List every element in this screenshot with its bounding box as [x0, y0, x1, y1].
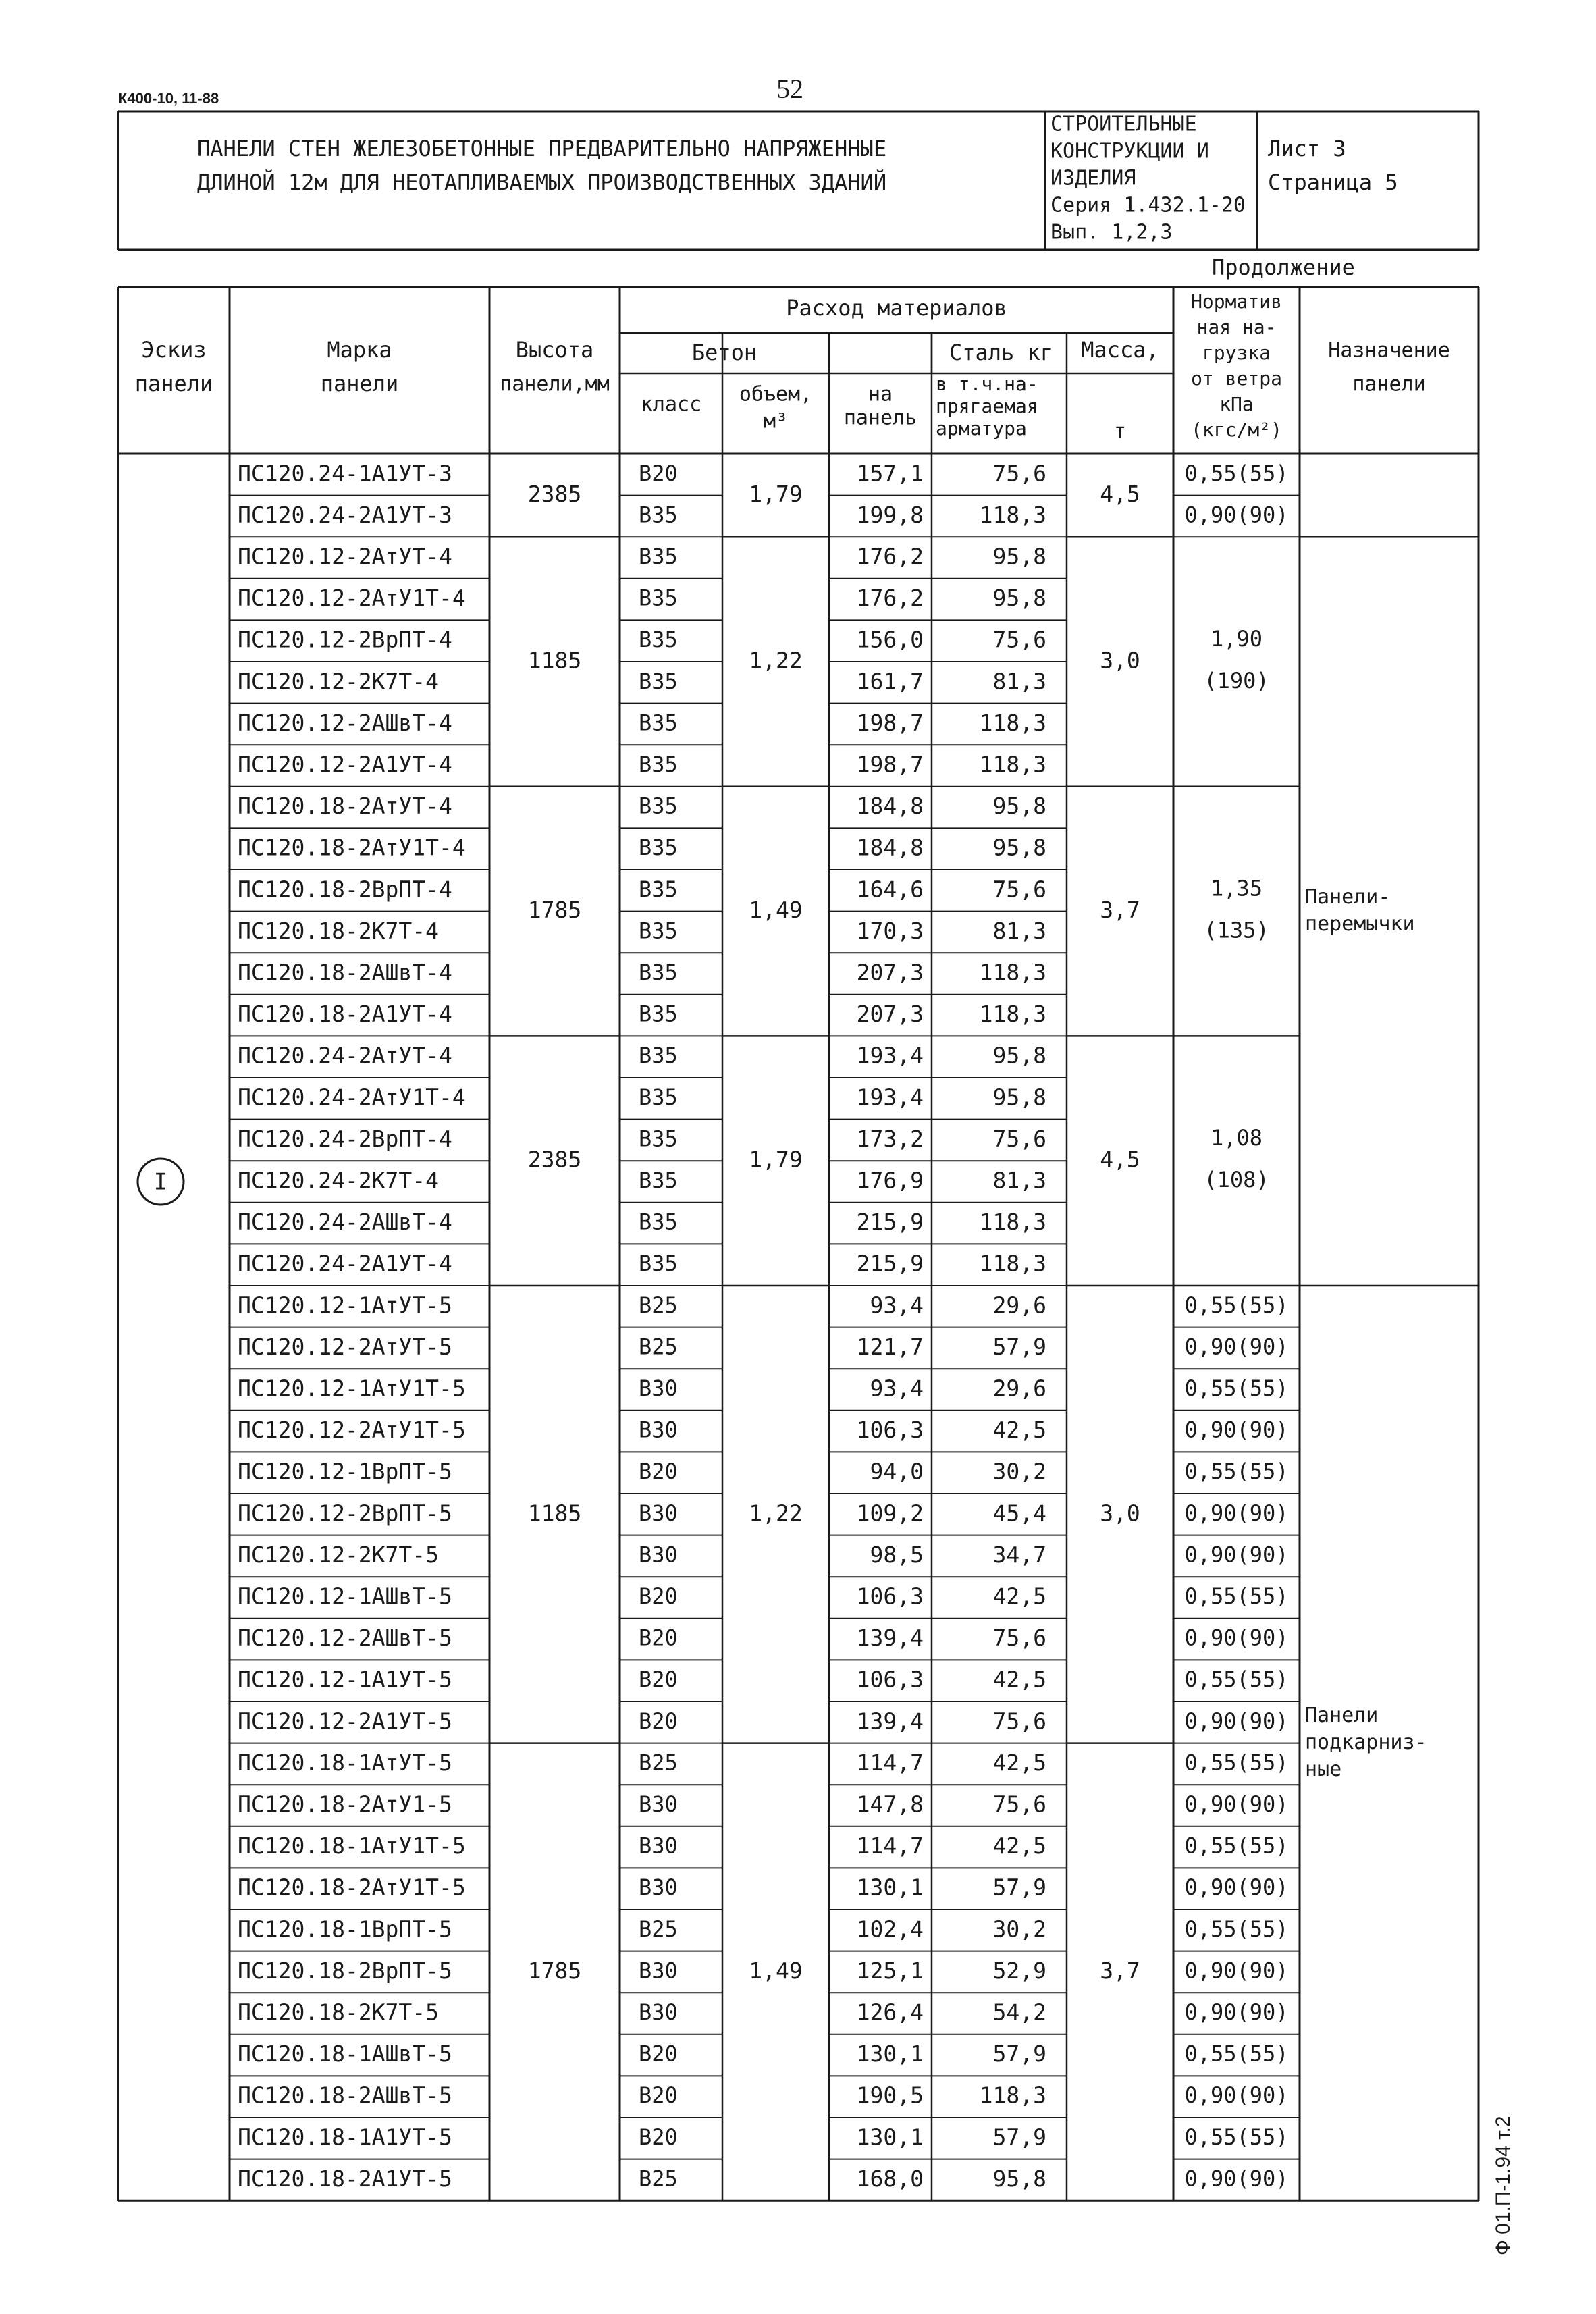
prestressed-steel: 95,8 — [992, 793, 1046, 820]
steel-per-panel: 161,7 — [856, 668, 924, 695]
wind-load: 1,90 — [1210, 626, 1263, 652]
concrete-class: В35 — [639, 1167, 678, 1193]
prestressed-steel: 75,6 — [992, 626, 1046, 653]
panel-height: 2385 — [527, 481, 582, 508]
header-mass: Масса, — [1081, 337, 1159, 363]
concrete-class: В35 — [639, 918, 678, 944]
steel-per-panel: 164,6 — [856, 876, 924, 903]
concrete-class: В30 — [639, 1542, 678, 1568]
steel-per-panel: 170,3 — [856, 917, 924, 944]
prestressed-steel: 52,9 — [992, 1957, 1046, 1984]
prestressed-steel: 118,3 — [979, 501, 1046, 528]
prestressed-steel: 75,6 — [992, 1791, 1046, 1818]
panel-mark: ПС120.24-2АтУ1Т-4 — [238, 1084, 466, 1111]
header-load: ная на- — [1196, 316, 1277, 338]
concrete-class: В35 — [639, 1001, 678, 1027]
concrete-class: В25 — [639, 1750, 678, 1776]
prestressed-steel: 95,8 — [992, 2165, 1046, 2192]
panel-mark: ПС120.12-2АтУ1Т-4 — [238, 585, 466, 612]
prestressed-steel: 57,9 — [992, 2124, 1046, 2151]
steel-per-panel: 114,7 — [856, 1833, 924, 1860]
prestressed-steel: 57,9 — [992, 1874, 1046, 1901]
concrete-class: В30 — [639, 1791, 678, 1817]
concrete-class: В20 — [639, 1708, 678, 1734]
panel-purpose: ные — [1305, 1758, 1342, 1782]
steel-per-panel: 193,4 — [856, 1042, 924, 1069]
panel-mark: ПС120.12-1АтУ1Т-5 — [238, 1375, 466, 1402]
header-steel: Сталь кг — [949, 340, 1054, 365]
concrete-volume: 1,22 — [749, 1500, 803, 1527]
panel-mass: 4,5 — [1100, 481, 1140, 508]
steel-per-panel: 156,0 — [856, 626, 924, 653]
panel-mark: ПС120.12-1А1УТ-5 — [238, 1666, 452, 1693]
panel-mark: ПС120.12-2АШвТ-5 — [238, 1625, 452, 1652]
header-volume: м³ — [763, 409, 789, 433]
steel-per-panel: 207,3 — [856, 959, 924, 986]
prestressed-steel: 42,5 — [992, 1749, 1046, 1776]
steel-per-panel: 157,1 — [856, 460, 924, 487]
prestressed-steel: 75,6 — [992, 876, 1046, 903]
panel-mark: ПС120.18-2ВрПТ-4 — [238, 876, 452, 903]
panel-mark: ПС120.18-1АтУТ-5 — [238, 1749, 452, 1776]
concrete-class: В35 — [639, 876, 678, 902]
header-load: Норматив — [1191, 290, 1282, 313]
panel-mark: ПС120.12-2А1УТ-5 — [238, 1708, 452, 1735]
panel-mark: ПС120.12-2АтУТ-5 — [238, 1333, 452, 1360]
concrete-class: В25 — [639, 1916, 678, 1942]
panel-mark: ПС120.12-2К7Т-5 — [238, 1541, 440, 1568]
panel-mark: ПС120.18-2АШвТ-5 — [238, 2082, 452, 2109]
concrete-class: В35 — [639, 1126, 678, 1152]
steel-per-panel: 126,4 — [856, 1999, 924, 2026]
wind-load: 0,90(90) — [1184, 1708, 1289, 1734]
wind-load: 0,90(90) — [1184, 1542, 1289, 1568]
panel-mark: ПС120.18-2А1УТ-4 — [238, 1001, 452, 1028]
concrete-volume: 1,79 — [749, 1146, 803, 1173]
steel-per-panel: 176,9 — [856, 1167, 924, 1194]
continuation-label: Продолжение — [1212, 255, 1355, 280]
header-prestressed: арматура — [936, 417, 1027, 440]
prestressed-steel: 45,4 — [992, 1500, 1046, 1527]
header-per-panel: на — [868, 382, 893, 406]
panel-mark: ПС120.24-2А1УТ-3 — [238, 501, 452, 528]
steel-per-panel: 184,8 — [856, 793, 924, 820]
concrete-class: В35 — [639, 959, 678, 985]
concrete-class: В20 — [639, 1458, 678, 1485]
series-line: Вып. 1,2,3 — [1050, 220, 1173, 244]
concrete-class: В35 — [639, 835, 678, 861]
panel-mark: ПС120.18-2АтУ1Т-5 — [238, 1874, 466, 1901]
header-purpose: панели — [1352, 372, 1426, 396]
wind-load: 0,55(55) — [1184, 2124, 1289, 2150]
steel-per-panel: 93,4 — [870, 1292, 924, 1319]
prestressed-steel: 42,5 — [992, 1583, 1046, 1610]
series-line: КОНСТРУКЦИИ И — [1050, 139, 1209, 163]
steel-per-panel: 114,7 — [856, 1749, 924, 1776]
concrete-class: В35 — [639, 1084, 678, 1110]
steel-per-panel: 193,4 — [856, 1084, 924, 1111]
steel-per-panel: 94,0 — [870, 1458, 924, 1485]
steel-per-panel: 215,9 — [856, 1209, 924, 1236]
panel-mark: ПС120.12-2ВрПТ-4 — [238, 626, 452, 653]
panel-mark: ПС120.24-2АШвТ-4 — [238, 1209, 452, 1236]
steel-per-panel: 130,1 — [856, 2041, 924, 2068]
wind-load: 0,90(90) — [1184, 2165, 1289, 2192]
panel-mass: 3,0 — [1100, 1500, 1140, 1527]
steel-per-panel: 93,4 — [870, 1375, 924, 1402]
prestressed-steel: 75,6 — [992, 460, 1046, 487]
steel-per-panel: 102,4 — [856, 1916, 924, 1943]
concrete-volume: 1,49 — [749, 1957, 803, 1984]
steel-per-panel: 215,9 — [856, 1250, 924, 1277]
wind-load: 0,55(55) — [1184, 1375, 1289, 1401]
prestressed-steel: 118,3 — [979, 751, 1046, 778]
header-height: Высота — [515, 337, 594, 363]
panel-mark: ПС120.18-1АтУ1Т-5 — [238, 1833, 466, 1860]
wind-load: 0,90(90) — [1184, 1500, 1289, 1526]
concrete-class: В30 — [639, 1999, 678, 2025]
title-line: ПАНЕЛИ СТЕН ЖЕЛЕЗОБЕТОННЫЕ ПРЕДВАРИТЕЛЬНО НАПРЯЖЕННЫЕ — [197, 136, 887, 161]
wind-load: 0,55(55) — [1184, 460, 1289, 486]
panel-purpose: Панели- — [1305, 885, 1391, 910]
panel-mark: ПС120.24-1А1УТ-3 — [238, 460, 452, 487]
prestressed-steel: 42,5 — [992, 1666, 1046, 1693]
steel-per-panel: 121,7 — [856, 1333, 924, 1360]
header-class: класс — [640, 392, 702, 417]
prestressed-steel: 95,8 — [992, 1042, 1046, 1069]
concrete-class: В20 — [639, 2041, 678, 2067]
wind-load: 0,90(90) — [1184, 1999, 1289, 2025]
header-purpose: Назначение — [1328, 338, 1450, 363]
panel-mark: ПС120.24-2АтУТ-4 — [238, 1042, 452, 1069]
concrete-class: В35 — [639, 793, 678, 819]
panel-mass: 3,7 — [1100, 1957, 1140, 1984]
header-concrete: Бетон — [691, 340, 757, 365]
steel-per-panel: 125,1 — [856, 1957, 924, 1984]
title-line: ДЛИНОЙ 12м ДЛЯ НЕОТАПЛИВАЕМЫХ ПРОИЗВОДСТВЕННЫХ ЗДАНИЙ — [197, 169, 887, 195]
prestressed-steel: 118,3 — [979, 1001, 1046, 1028]
concrete-class: В30 — [639, 1957, 678, 1984]
wind-load: 0,90(90) — [1184, 1417, 1289, 1443]
header-materials: Расход материалов — [786, 295, 1007, 321]
steel-per-panel: 98,5 — [870, 1541, 924, 1568]
concrete-class: В20 — [639, 460, 678, 486]
panel-mark: ПС120.18-1А1УТ-5 — [238, 2124, 452, 2151]
header-load: от ветра — [1191, 367, 1282, 390]
wind-load: 0,55(55) — [1184, 1666, 1289, 1693]
steel-per-panel: 106,3 — [856, 1583, 924, 1610]
wind-load: 0,90(90) — [1184, 1957, 1289, 1984]
prestressed-steel: 118,3 — [979, 709, 1046, 736]
wind-load: (135) — [1204, 917, 1269, 943]
header-prestressed: в т.ч.на- — [936, 373, 1038, 395]
wind-load: 0,55(55) — [1184, 1583, 1289, 1609]
header-volume: объем, — [739, 382, 813, 406]
wind-load: 0,55(55) — [1184, 1292, 1289, 1318]
wind-load: 0,90(90) — [1184, 1625, 1289, 1651]
concrete-class: В25 — [639, 1334, 678, 1360]
steel-per-panel: 198,7 — [856, 709, 924, 736]
panel-mark: ПС120.12-1ВрПТ-5 — [238, 1458, 452, 1485]
concrete-class: В35 — [639, 1251, 678, 1277]
wind-load: 0,90(90) — [1184, 1874, 1289, 1901]
concrete-class: В35 — [639, 544, 678, 569]
concrete-class: В35 — [639, 585, 678, 611]
panel-mark: ПС120.12-2ВрПТ-5 — [238, 1500, 452, 1527]
prestressed-steel: 30,2 — [992, 1458, 1046, 1485]
concrete-class: В35 — [639, 502, 678, 528]
wind-load: 0,55(55) — [1184, 1750, 1289, 1776]
series-line: СТРОИТЕЛЬНЫЕ — [1050, 112, 1197, 136]
steel-per-panel: 198,7 — [856, 751, 924, 778]
concrete-class: В35 — [639, 627, 678, 653]
concrete-class: В30 — [639, 1375, 678, 1401]
panel-mark: ПС120.18-2А1УТ-5 — [238, 2165, 452, 2192]
document-code: К400-10, 11-88 — [118, 90, 219, 107]
prestressed-steel: 42,5 — [992, 1833, 1046, 1860]
panel-purpose: Панели — [1305, 1704, 1379, 1728]
steel-per-panel: 184,8 — [856, 834, 924, 861]
concrete-volume: 1,79 — [749, 481, 803, 508]
page-label: Страница 5 — [1268, 169, 1398, 195]
header-load: кПа — [1219, 393, 1254, 415]
panel-mass: 3,0 — [1100, 647, 1140, 674]
panel-mark: ПС120.12-2АтУТ-4 — [238, 543, 452, 570]
wind-load: 0,55(55) — [1184, 2041, 1289, 2067]
header-mass: т — [1113, 419, 1127, 444]
wind-load: 0,90(90) — [1184, 2082, 1289, 2109]
steel-per-panel: 109,2 — [856, 1500, 924, 1527]
series-line: Серия 1.432.1-20 — [1050, 193, 1246, 217]
page-number: 52 — [776, 74, 803, 104]
steel-per-panel: 168,0 — [856, 2165, 924, 2192]
panel-mark: ПС120.18-1АШвТ-5 — [238, 2041, 452, 2068]
header-height: панели,мм — [500, 372, 610, 396]
panel-mark: ПС120.18-2К7Т-5 — [238, 1999, 440, 2026]
prestressed-steel: 95,8 — [992, 1084, 1046, 1111]
panel-mass: 4,5 — [1100, 1146, 1140, 1173]
wind-load: 0,55(55) — [1184, 1916, 1289, 1942]
steel-per-panel: 130,1 — [856, 2124, 924, 2151]
sketch-label: I — [153, 1168, 168, 1196]
panel-height: 1785 — [527, 1957, 582, 1984]
header-prestressed: прягаемая — [936, 395, 1038, 417]
panel-mark: ПС120.12-2АтУ1Т-5 — [238, 1417, 466, 1444]
wind-load: 0,90(90) — [1184, 1791, 1289, 1817]
header-mark: панели — [320, 371, 399, 396]
prestressed-steel: 95,8 — [992, 543, 1046, 570]
header-mark: Марка — [327, 337, 392, 363]
prestressed-steel: 34,7 — [992, 1541, 1046, 1568]
series-line: ИЗДЕЛИЯ — [1050, 166, 1136, 190]
prestressed-steel: 29,6 — [992, 1375, 1046, 1402]
concrete-class: В35 — [639, 1043, 678, 1069]
concrete-class: В20 — [639, 1583, 678, 1609]
prestressed-steel: 118,3 — [979, 1250, 1046, 1277]
concrete-class: В25 — [639, 2165, 678, 2192]
concrete-class: В30 — [639, 1874, 678, 1901]
concrete-class: В35 — [639, 668, 678, 694]
prestressed-steel: 54,2 — [992, 1999, 1046, 2026]
steel-per-panel: 139,4 — [856, 1708, 924, 1735]
panel-mark: ПС120.18-2АтУ1-5 — [238, 1791, 452, 1818]
concrete-class: В30 — [639, 1417, 678, 1443]
concrete-class: В35 — [639, 752, 678, 777]
panel-mark: ПС120.18-2АтУ1Т-4 — [238, 834, 466, 861]
panel-height: 2385 — [527, 1146, 582, 1173]
steel-per-panel: 147,8 — [856, 1791, 924, 1818]
wind-load: 0,90(90) — [1184, 502, 1289, 528]
concrete-class: В20 — [639, 1666, 678, 1693]
steel-per-panel: 130,1 — [856, 1874, 924, 1901]
wind-load: 0,90(90) — [1184, 1334, 1289, 1360]
panel-mark: ПС120.18-2АШвТ-4 — [238, 959, 452, 986]
concrete-class: В35 — [639, 710, 678, 736]
panel-mark: ПС120.12-1АтУТ-5 — [238, 1292, 452, 1319]
steel-per-panel: 207,3 — [856, 1001, 924, 1028]
steel-per-panel: 139,4 — [856, 1625, 924, 1652]
concrete-class: В30 — [639, 1500, 678, 1526]
panel-mark: ПС120.12-2А1УТ-4 — [238, 751, 452, 778]
concrete-class: В30 — [639, 1833, 678, 1859]
steel-per-panel: 173,2 — [856, 1125, 924, 1152]
panel-mark: ПС120.24-2К7Т-4 — [238, 1167, 440, 1194]
steel-per-panel: 106,3 — [856, 1417, 924, 1444]
prestressed-steel: 29,6 — [992, 1292, 1046, 1319]
header-load: грузка — [1202, 342, 1271, 364]
wind-load: 0,55(55) — [1184, 1458, 1289, 1485]
panel-height: 1185 — [527, 1500, 582, 1527]
wind-load: 1,08 — [1210, 1125, 1263, 1151]
steel-per-panel: 176,2 — [856, 543, 924, 570]
panel-mark: ПС120.24-2А1УТ-4 — [238, 1250, 452, 1277]
panel-mark: ПС120.24-2ВрПТ-4 — [238, 1125, 452, 1152]
steel-per-panel: 106,3 — [856, 1666, 924, 1693]
prestressed-steel: 118,3 — [979, 959, 1046, 986]
steel-per-panel: 190,5 — [856, 2082, 924, 2109]
prestressed-steel: 57,9 — [992, 1333, 1046, 1360]
panel-purpose: перемычки — [1305, 912, 1415, 937]
prestressed-steel: 95,8 — [992, 585, 1046, 612]
wind-load: (190) — [1204, 668, 1269, 693]
concrete-class: В25 — [639, 1292, 678, 1318]
panel-mark: ПС120.12-1АШвТ-5 — [238, 1583, 452, 1610]
prestressed-steel: 118,3 — [979, 2082, 1046, 2109]
panel-height: 1785 — [527, 897, 582, 924]
concrete-class: В20 — [639, 1625, 678, 1651]
header-sketch: Эскиз — [141, 337, 207, 363]
header-load: (кгс/м²) — [1191, 419, 1282, 441]
prestressed-steel: 57,9 — [992, 2041, 1046, 2068]
sheet-number: Лист 3 — [1268, 136, 1346, 161]
panel-purpose: подкарниз- — [1305, 1731, 1427, 1755]
prestressed-steel: 42,5 — [992, 1417, 1046, 1444]
prestressed-steel: 75,6 — [992, 1625, 1046, 1652]
concrete-class: В20 — [639, 2124, 678, 2150]
side-stamp-text: Ф 01.П-1.94 т.2 — [1492, 2115, 1514, 2255]
concrete-volume: 1,49 — [749, 897, 803, 924]
panel-mark: ПС120.12-2К7Т-4 — [238, 668, 440, 695]
prestressed-steel: 75,6 — [992, 1125, 1046, 1152]
prestressed-steel: 118,3 — [979, 1209, 1046, 1236]
panel-mass: 3,7 — [1100, 897, 1140, 924]
prestressed-steel: 95,8 — [992, 834, 1046, 861]
concrete-volume: 1,22 — [749, 647, 803, 674]
prestressed-steel: 81,3 — [992, 668, 1046, 695]
steel-per-panel: 199,8 — [856, 501, 924, 528]
panel-mark: ПС120.12-2АШвТ-4 — [238, 709, 452, 736]
prestressed-steel: 75,6 — [992, 1708, 1046, 1735]
panel-mark: ПС120.18-2К7Т-4 — [238, 917, 440, 944]
panel-mark: ПС120.18-1ВрПТ-5 — [238, 1916, 452, 1943]
prestressed-steel: 81,3 — [992, 917, 1046, 944]
concrete-class: В35 — [639, 1209, 678, 1235]
panel-mark: ПС120.18-2ВрПТ-5 — [238, 1957, 452, 1984]
wind-load: (108) — [1204, 1167, 1269, 1193]
header-per-panel: панель — [843, 406, 917, 430]
wind-load: 0,55(55) — [1184, 1833, 1289, 1859]
prestressed-steel: 30,2 — [992, 1916, 1046, 1943]
prestressed-steel: 81,3 — [992, 1167, 1046, 1194]
concrete-class: В20 — [639, 2082, 678, 2109]
steel-per-panel: 176,2 — [856, 585, 924, 612]
panel-mark: ПС120.18-2АтУТ-4 — [238, 793, 452, 820]
header-sketch: панели — [134, 371, 213, 396]
wind-load: 1,35 — [1210, 875, 1263, 901]
panel-height: 1185 — [527, 647, 582, 674]
